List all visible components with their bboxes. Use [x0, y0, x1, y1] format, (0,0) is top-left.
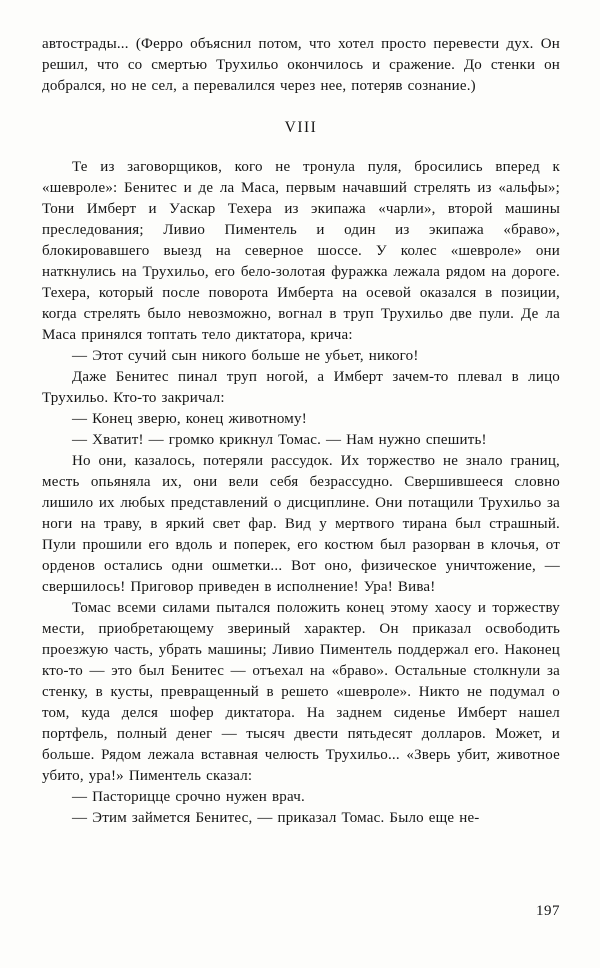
- dialogue-line: — Конец зверю, конец животному!: [72, 411, 307, 427]
- dialogue-line: — Хватит! — громко крикнул Томас. — Нам нужно спешить!: [72, 432, 487, 448]
- dialogue-line: — Этот сучий сын никого больше не убьет, никого!: [72, 348, 419, 364]
- paragraph: Томас всеми силами пытался положить конец этому хаосу и торжеству мести, приобретающему звериный характер. Он приказал освободить проезжую часть, убрать машины; Ливио Пиментель поддержал его. Наконец кто-то — это был Бенитес — отъехал на «браво». Остальные столкнули за стенку, в кусты, превращенный в решето «шевроле». Никто не подумал о том, куда делся шофер диктатора. На заднем сиденье Имберт нашел портфель, полный денег — тысяч двести пятьдесят долларов. Может, и больше. Рядом лежала вставная челюсть Трухильо... «Зверь убит, животное убито, ура!» Пиментель сказал:: [42, 600, 560, 784]
- paragraph: Даже Бенитес пинал труп ногой, а Имберт зачем-то плевал в лицо Трухильо. Кто-то закричал:: [42, 369, 560, 406]
- paragraph: Те из заговорщиков, кого не тронула пуля, бросились вперед к «шевроле»: Бенитес и де ла Маса, первым начавший стрелять из «альфы»; Тони Имберт и Уаскар Техера из экипажа «чарли», второй машины преследования; Ливио Пиментель и один из экипажа «браво», блокировавшего выезд на северное шоссе. У колес «шевроле» они наткнулись на Трухильо, его бело-золотая фуражка лежала рядом на дороге. Техера, который после поворота Имберта на осевой оказался в позиции, когда стрелять было невозможно, вогнал в труп Трухильо две пули. Де ла Маса принялся топтать тело диктатора, крича:: [42, 159, 560, 343]
- chapter-heading: VIII: [284, 119, 318, 136]
- paragraph: Но они, казалось, потеряли рассудок. Их торжество не знало границ, месть опьяняла их, они вели себя безрассудно. Свершившееся словно лишило их любых представлений о дисциплине. Они потащили Трухильо за ноги на траву, в яркий свет фар. Вид у мертвого тирана был страшный. Пули прошили его вдоль и поперек, его костюм был разорван в клочья, от орденов остались одни ошметки... Вот оно, физическое уничтожение, — свершилось! Приговор приведен в исполнение! Ура! Вива!: [42, 453, 560, 595]
- paragraph-continuation: автострады... (Ферро объяснил потом, что хотел просто перевести дух. Он решил, что со смертью Трухильо окончилось и сражение. До стенки он добрался, но не сел, а перевалился через нее, потеряв сознание.): [42, 36, 560, 94]
- dialogue-line: — Пасторицце срочно нужен врач.: [72, 789, 305, 805]
- page-number: 197: [536, 903, 560, 919]
- dialogue-line: — Этим займется Бенитес, — приказал Томас. Было еще не-: [72, 810, 480, 826]
